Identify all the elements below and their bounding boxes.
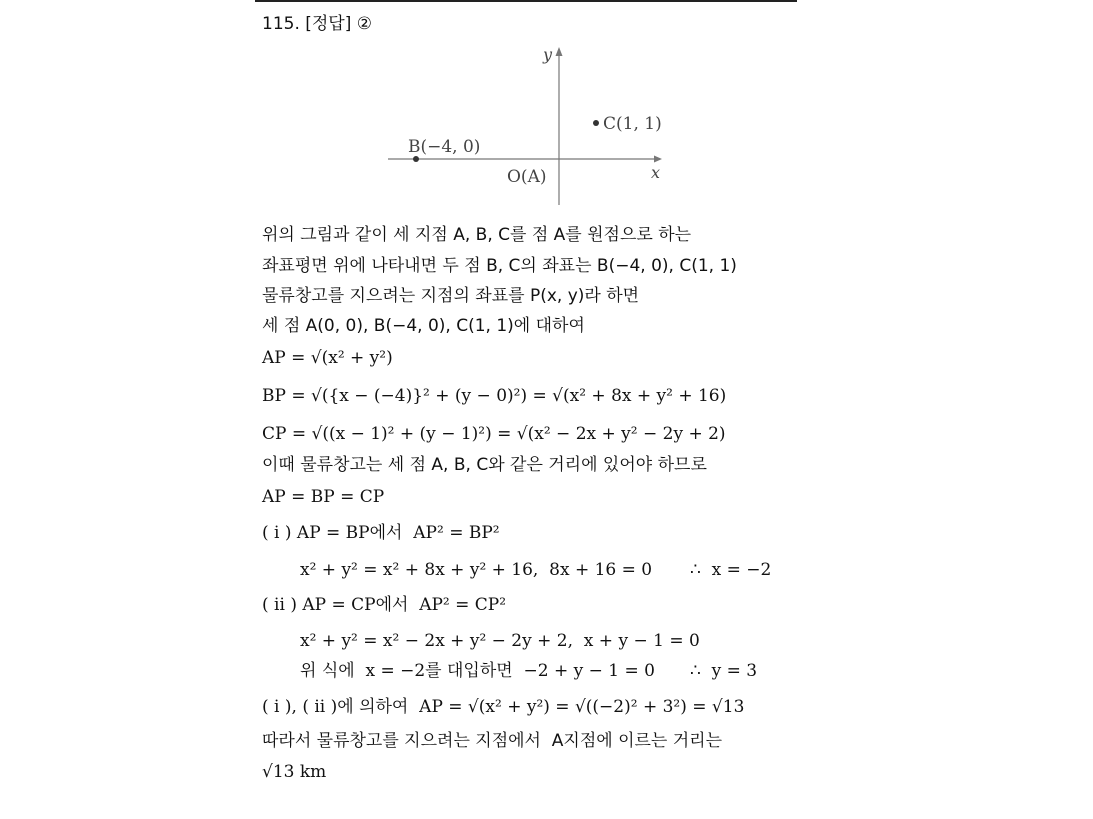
text-line-3: 물류창고를 지으려는 지점의 좌표를 P(x, y)라 하면 bbox=[262, 286, 640, 306]
final-answer: √13 km bbox=[262, 762, 327, 782]
x-axis-arrow-icon bbox=[654, 156, 662, 163]
case-ii-result: ∴ y = 3 bbox=[690, 661, 758, 681]
equation-bp: BP = √({x − (−4)}² + (y − 0)²) = √(x² + 8x + y² + 16) bbox=[262, 386, 727, 406]
case-ii-heading: ( ii ) AP = CP에서 AP² = CP² bbox=[262, 595, 507, 615]
equation-ap: AP = √(x² + y²) bbox=[262, 348, 393, 368]
case-i-equation: x² + y² = x² + 8x + y² + 16, 8x + 16 = 0 bbox=[300, 560, 653, 580]
x-axis-label: x bbox=[651, 163, 661, 182]
origin-label: O(A) bbox=[507, 167, 547, 187]
point-b-label: B(−4, 0) bbox=[408, 137, 481, 157]
text-line-5: 이때 물류창고는 세 점 A, B, C와 같은 거리에 있어야 하므로 bbox=[262, 455, 707, 475]
y-axis-arrow-icon bbox=[556, 47, 563, 56]
text-line-4: 세 점 A(0, 0), B(−4, 0), C(1, 1)에 대하여 bbox=[262, 316, 585, 336]
case-ii-substitution: 위 식에 x = −2를 대입하면 −2 + y − 1 = 0 bbox=[300, 661, 655, 681]
text-line-2: 좌표평면 위에 나타내면 두 점 B, C의 좌표는 B(−4, 0), C(1, 1) bbox=[262, 256, 737, 276]
equation-equal-distances: AP = BP = CP bbox=[262, 487, 385, 507]
coordinate-graph bbox=[0, 0, 1093, 215]
conclusion-line: 따라서 물류창고를 지으려는 지점에서 A지점에 이르는 거리는 bbox=[262, 731, 723, 751]
problem-header: 115. [정답] ② bbox=[262, 14, 373, 34]
point-c-marker bbox=[593, 120, 599, 126]
equation-cp: CP = √((x − 1)² + (y − 1)²) = √(x² − 2x + y² − 2y + 2) bbox=[262, 424, 726, 444]
point-c-label: C(1, 1) bbox=[603, 114, 662, 134]
y-axis-label: y bbox=[543, 45, 553, 64]
combined-result: ( i ), ( ii )에 의하여 AP = √(x² + y²) = √((−2)² + 3²) = √13 bbox=[262, 697, 745, 717]
case-ii-equation: x² + y² = x² − 2x + y² − 2y + 2, x + y − 1 = 0 bbox=[300, 631, 700, 651]
text-line-1: 위의 그림과 같이 세 지점 A, B, C를 점 A를 원점으로 하는 bbox=[262, 225, 692, 245]
case-i-result: ∴ x = −2 bbox=[690, 560, 772, 580]
case-i-heading: ( i ) AP = BP에서 AP² = BP² bbox=[262, 523, 500, 543]
